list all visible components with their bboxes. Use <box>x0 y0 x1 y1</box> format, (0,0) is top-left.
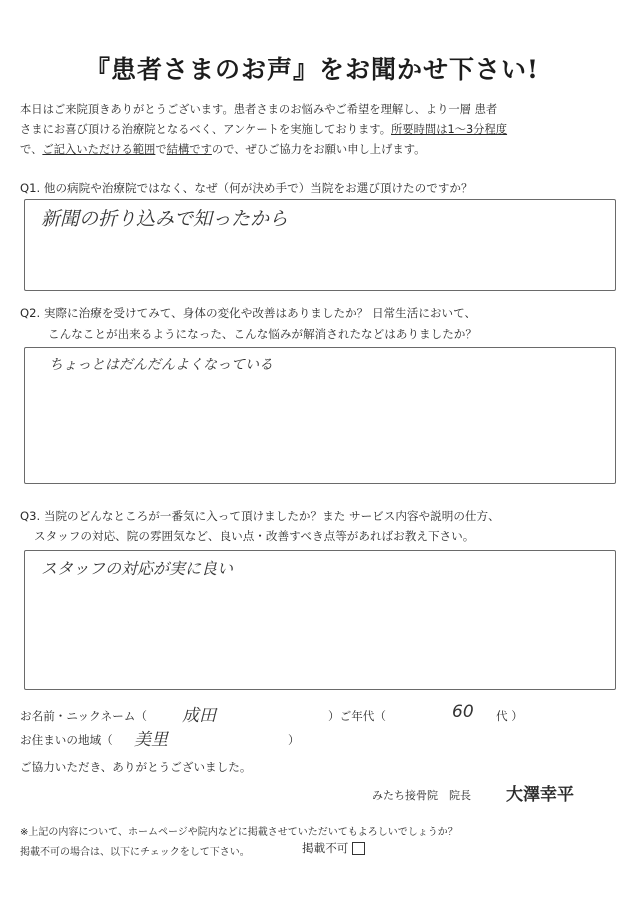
answer-3: スタッフの対応が実に良い <box>41 559 234 578</box>
intro-line-1: 本日はご来院頂きありがとうございます。患者さまのお悩みやご希望を理解し、より一層 患者 <box>20 103 498 116</box>
question-2-line-2: こんなことが出来るようになった、こんな悩みが解消されたなどはありましたか？ <box>48 327 477 341</box>
answer-box-1[interactable] <box>24 199 616 291</box>
question-2-line-1: Q2. 実際に治療を受けてみて、身体の変化や改善はありましたか？ 日常生活において、 <box>20 306 477 320</box>
answer-2: ちょっとはだんだんよくなっている <box>49 357 273 373</box>
no-publish-label: 掲載不可 <box>302 841 349 855</box>
intro-line-3: で、ご記入いただける範囲で結構ですので、ぜひご協力をお願い申し上げます。 <box>20 143 426 156</box>
question-1: Q1. 他の病院や治療院ではなく、なぜ（何が決め手で）当院をお選び頂けたのですか？ <box>20 181 473 195</box>
page-title: 『患者さまのお声』をお聞かせ下さい! <box>85 55 539 84</box>
director-name: 大澤幸平 <box>506 785 574 805</box>
intro-line-2: さまにお喜び頂ける治療院となるべく、アンケートを実施しております。所要時間は1〜3分程度 <box>20 123 508 136</box>
publish-notice: ※上記の内容について、ホームページや院内などに掲載させていただいてもよろしいでしょうか？ <box>20 827 458 838</box>
age-suffix: 代 ） <box>496 709 523 723</box>
area-value[interactable]: 美里 <box>134 730 168 750</box>
age-value[interactable]: 60 <box>452 702 474 722</box>
thanks-text: ご協力いただき、ありがとうございました。 <box>20 760 252 774</box>
area-close: ） <box>288 733 300 747</box>
answer-box-2[interactable] <box>24 347 616 484</box>
publish-instruction: 掲載不可の場合は、以下にチェックをして下さい。 <box>20 847 250 858</box>
intro-text <box>20 100 610 160</box>
no-publish-option[interactable] <box>302 840 365 856</box>
name-value[interactable]: 成田 <box>182 706 216 726</box>
clinic-name: みたち接骨院 院長 <box>372 789 471 802</box>
area-label: お住まいの地域（ <box>20 733 113 747</box>
no-publish-checkbox[interactable] <box>352 842 365 855</box>
answer-1: 新聞の折り込みで知ったから <box>41 208 289 230</box>
question-3-line-1: Q3. 当院のどんなところが一番気に入って頂けましたか？また サービス内容や説明の仕方、 <box>20 509 500 523</box>
question-3-line-2: スタッフの対応、院の雰囲気など、良い点・改善すべき点等があればお教え下さい。 <box>34 529 475 543</box>
answer-box-3[interactable] <box>24 550 616 690</box>
age-label: ）ご年代（ <box>328 709 386 723</box>
name-label: お名前・ニックネーム（ <box>20 709 147 723</box>
